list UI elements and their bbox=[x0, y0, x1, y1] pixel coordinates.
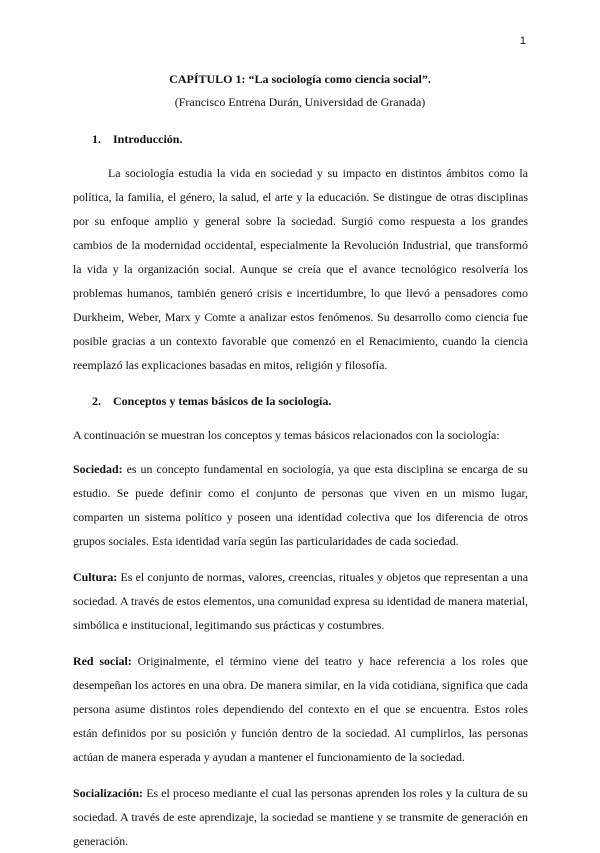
concept-term: Sociedad: bbox=[73, 462, 123, 476]
document-body bbox=[73, 127, 528, 853]
chapter-author: (Francisco Entrena Durán, Universidad de Granada) bbox=[174, 95, 426, 109]
concept-definition: es un concepto fundamental en sociología, ya que esta disciplina se encarga de su estudio. Se puede definir como el conjunto de personas que viven en un mismo lugar, comparten un sistema político y poseen una identidad colectiva que los diferencia de otros grupos sociales. Esta identidad varía según las particularidades de cada sociedad. bbox=[73, 462, 528, 548]
concept-red-social bbox=[73, 649, 528, 769]
concept-sociedad bbox=[73, 457, 528, 553]
concept-definition: Originalmente, el término viene del teatro y hace referencia a los roles que desempeñan los actores en una obra. De manera similar, en la vida cotidiana, significa que cada persona asume distintos roles dependiendo del contexto en el que se encuentra. Estos roles están definidos por su posición y función dentro de la sociedad. Al cumplirlos, las personas actúan de manera esperada y ayudan a mantener el funcionamiento de la sociedad. bbox=[73, 654, 528, 764]
concept-definition: Es el proceso mediante el cual las personas aprenden los roles y la cultura de su sociedad. A través de este aprendizaje, la sociedad se mantiene y se transmite de generación en generación. bbox=[73, 786, 528, 848]
concept-term: Socialización: bbox=[73, 786, 144, 800]
section-title: Introducción. bbox=[113, 132, 183, 146]
section-heading-conceptos bbox=[73, 389, 528, 413]
section-title: Conceptos y temas básicos de la sociología. bbox=[113, 394, 332, 408]
concept-term: Red social: bbox=[73, 654, 132, 668]
concept-definition: Es el conjunto de normas, valores, creencias, rituales y objetos que representan a una sociedad. A través de estos elementos, una comunidad expresa su identidad de manera material, simbólica e institucional, legitimando sus prácticas y costumbres. bbox=[73, 570, 528, 632]
concept-term: Cultura: bbox=[73, 570, 118, 584]
page-number: 1 bbox=[519, 35, 526, 47]
section-number: 1. bbox=[92, 132, 101, 146]
introduction-paragraph: La sociología estudia la vida en sociedad y su impacto en distintos ámbitos como la política, la familia, el género, la salud, el arte y la educación. Se distingue de otras disciplinas por su enfoque amplio y general sobre la sociedad. Surgió como respuesta a los grandes cambios de la modernidad occidental, especialmente la Revolución Industrial, que transformó la vida y la organización social. Aunque se creía que el avance tecnológico resolvería los problemas humanos, también generó crisis e incertidumbre, lo que llevó a pensadores como Durkheim, Weber, Marx y Comte a analizar estos fenómenos. Su desarrollo como ciencia fue posible gracias a un contexto favorable que comenzó en el Renacimiento, cuando la ciencia reemplazó las explicaciones basadas en mitos, religión y filosofía. bbox=[73, 166, 528, 372]
chapter-title: CAPÍTULO 1: “La sociología como ciencia social”. bbox=[169, 72, 431, 86]
section-heading-introduccion bbox=[73, 127, 528, 151]
section-number: 2. bbox=[92, 394, 101, 408]
concepts-intro: A continuación se muestran los conceptos y temas básicos relacionados con la sociología: bbox=[73, 428, 500, 442]
concept-socializacion bbox=[73, 781, 528, 853]
concept-cultura bbox=[73, 565, 528, 637]
